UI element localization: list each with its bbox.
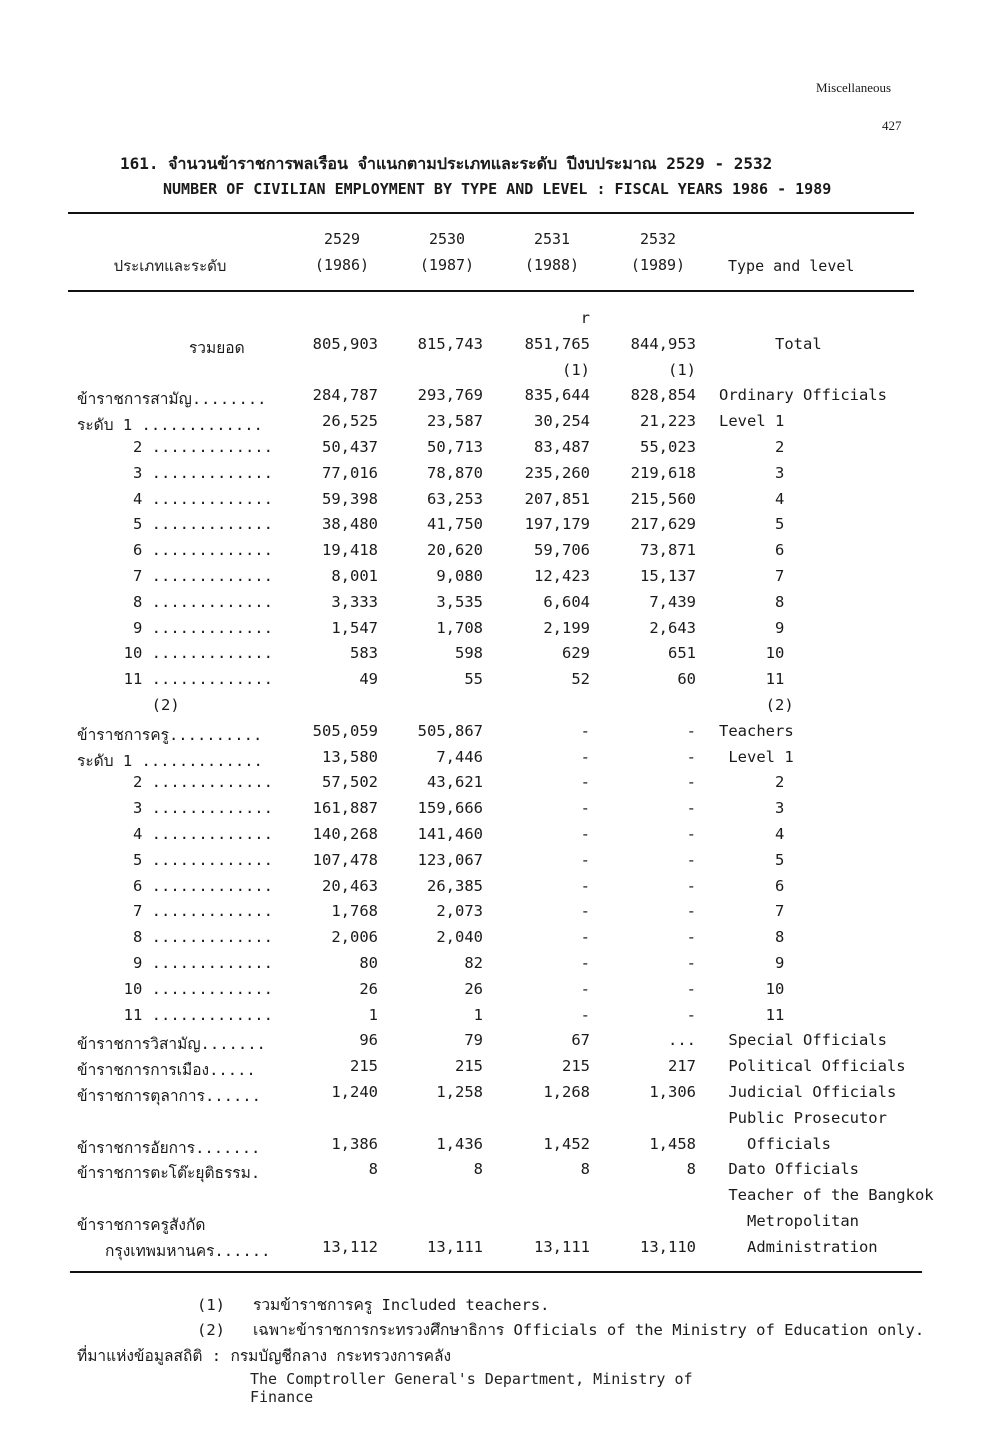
table-row — [0, 438, 990, 464]
cell-year-2: 141,460 — [417, 825, 483, 843]
cell-year-3: 629 — [562, 644, 590, 663]
cell-year-1: 284,787 — [312, 386, 378, 405]
header-thai-label: ประเภทและระดับ — [113, 257, 227, 275]
row-label-english: Teachers — [719, 721, 794, 740]
row-label-thai: รวมยอด — [77, 338, 245, 357]
row-label-english: 2 — [719, 438, 785, 456]
header-year-ce: (1988) — [524, 256, 580, 274]
row-label-thai: 9 ............. — [77, 954, 273, 972]
cell-year-3: 851,765 — [524, 334, 590, 353]
row-label-english: 9 — [719, 618, 785, 637]
cell-year-1: 59,398 — [322, 489, 378, 508]
cell-year-2: 505,867 — [417, 721, 483, 740]
row-label-english: Total — [719, 334, 822, 353]
header-year-be: 2532 — [639, 230, 677, 248]
cell-year-1: 8 — [368, 1160, 378, 1179]
cell-year-4: 73,871 — [640, 541, 696, 560]
table-row — [0, 386, 990, 412]
cell-year-3: 235,260 — [524, 463, 590, 482]
row-label-english: 3 — [719, 463, 785, 482]
footnote-2: (2) เฉพาะข้าราชการกระทรวงศึกษาธิการ Officials of the Ministry of Education only. — [197, 1321, 925, 1339]
cell-year-3: 83,487 — [534, 438, 590, 456]
row-label-english: Political Officials — [719, 1057, 906, 1076]
table-row — [0, 1135, 990, 1161]
table-row — [0, 1160, 990, 1186]
cell-year-1: 1,768 — [331, 902, 378, 921]
cell-year-2: 123,067 — [417, 850, 483, 869]
row-label-english: Judicial Officials — [719, 1083, 897, 1101]
cell-year-1: 19,418 — [322, 541, 378, 560]
cell-year-4: 55,023 — [640, 438, 696, 456]
cell-year-1: 805,903 — [312, 334, 378, 353]
cell-year-1: 26 — [359, 979, 378, 998]
table-row — [0, 361, 990, 387]
row-label-thai: 7 ............. — [77, 902, 273, 921]
row-label-english: 7 — [719, 902, 785, 921]
row-label-thai: 4 ............. — [77, 825, 273, 843]
table-row — [0, 722, 990, 748]
row-label-english: Teacher of the Bangkok — [719, 1186, 934, 1205]
cell-year-1: 13,580 — [322, 747, 378, 766]
table-row — [0, 541, 990, 567]
cell-year-4: - — [686, 979, 696, 998]
table-row — [0, 1186, 990, 1212]
cell-year-4: 217 — [668, 1057, 696, 1076]
row-label-english: Special Officials — [719, 1031, 887, 1050]
row-label-thai: 5 ............. — [77, 850, 273, 869]
source-note: ที่มาแห่งข้อมูลสถิติ : กรมบัญชีกลาง กระทรวงการคลัง — [77, 1347, 452, 1365]
table-row — [0, 851, 990, 877]
cell-year-3: 67 — [571, 1031, 590, 1050]
table-row — [0, 825, 990, 851]
cell-year-4: ... — [668, 1031, 696, 1050]
cell-year-2: 1 — [473, 1005, 483, 1024]
cell-year-4: 2,643 — [649, 618, 696, 637]
cell-year-2: 2,040 — [436, 928, 483, 947]
table-row — [0, 799, 990, 825]
footnote-1: (1) รวมข้าราชการครู Included teachers. — [197, 1296, 550, 1314]
cell-year-1: 2,006 — [331, 928, 378, 947]
cell-year-4: - — [686, 773, 696, 792]
cell-year-2: 159,666 — [417, 799, 483, 818]
cell-year-3: - — [580, 721, 590, 740]
table-row — [0, 464, 990, 490]
row-label-english: 8 — [719, 928, 785, 947]
cell-year-3: 2,199 — [543, 618, 590, 637]
cell-year-2: 293,769 — [417, 386, 483, 405]
cell-year-1: 96 — [359, 1031, 378, 1050]
cell-year-4: 844,953 — [630, 334, 696, 353]
table-row — [0, 1006, 990, 1032]
cell-year-1: 57,502 — [322, 773, 378, 792]
row-label-thai: ข้าราชการครูสังกัด — [77, 1216, 206, 1234]
table-row — [0, 1109, 990, 1135]
header-english-label: Type and level — [728, 257, 855, 275]
cell-year-4: - — [686, 721, 696, 740]
cell-year-4: 7,439 — [649, 592, 696, 611]
cell-year-3: - — [580, 979, 590, 998]
row-label-thai: ระดับ 1 ............. — [77, 751, 263, 770]
cell-year-4: - — [686, 954, 696, 972]
cell-year-3: 30,254 — [534, 412, 590, 431]
row-label-thai: ข้าราชการสามัญ........ — [77, 390, 267, 409]
cell-year-4: 215,560 — [630, 489, 696, 508]
row-label-thai: 11 ............. — [77, 670, 273, 689]
cell-year-4: 219,618 — [630, 463, 696, 482]
cell-year-1: 215 — [350, 1057, 378, 1076]
row-label-thai: 6 ............. — [77, 541, 273, 560]
cell-year-1: 107,478 — [312, 850, 378, 869]
table-title-english: NUMBER OF CIVILIAN EMPLOYMENT BY TYPE AND LEVEL : FISCAL YEARS 1986 - 1989 — [163, 180, 832, 198]
source-note-english: The Comptroller General's Department, Ministry of Finance — [250, 1370, 693, 1406]
cell-year-4: - — [686, 850, 696, 869]
header-year-be: 2530 — [428, 230, 466, 248]
cell-year-1: 3,333 — [331, 592, 378, 611]
cell-year-2: 79 — [464, 1031, 483, 1050]
table-row — [0, 877, 990, 903]
cell-year-2: 1,436 — [436, 1134, 483, 1153]
cell-year-1: 505,059 — [312, 721, 378, 740]
header-year-be: 2531 — [533, 230, 571, 248]
bottom-rule — [70, 1271, 922, 1273]
cell-year-4: - — [686, 747, 696, 766]
cell-year-4: - — [686, 1005, 696, 1024]
cell-year-2: 55 — [464, 670, 483, 689]
cell-year-2: 8 — [473, 1160, 483, 1179]
table-row — [0, 567, 990, 593]
cell-year-1: 161,887 — [312, 799, 378, 818]
row-label-english: 6 — [719, 876, 785, 895]
row-label-english: Level 1 — [719, 747, 794, 766]
header-year-ce: (1989) — [630, 256, 686, 274]
row-label-thai: 2 ............. — [77, 438, 273, 456]
cell-year-3: 6,604 — [543, 592, 590, 611]
cell-year-2: 215 — [455, 1057, 483, 1076]
row-label-thai: 2 ............. — [77, 773, 273, 792]
row-label-english: 5 — [719, 515, 785, 534]
table-row — [0, 902, 990, 928]
table-row — [0, 1212, 990, 1238]
row-label-thai: ข้าราชการตุลาการ...... — [77, 1087, 261, 1105]
cell-year-2: 20,620 — [427, 541, 483, 560]
row-label-english: 9 — [719, 954, 785, 972]
row-label-thai: 10 ............. — [77, 979, 273, 998]
section-name: Miscellaneous — [816, 80, 892, 95]
row-label-english: 2 — [719, 773, 785, 792]
row-label-thai: ข้าราชการวิสามัญ....... — [77, 1035, 266, 1054]
cell-year-2: 23,587 — [427, 412, 483, 431]
cell-year-1: 13,112 — [322, 1237, 378, 1256]
cell-year-4: - — [686, 902, 696, 921]
table-row — [0, 412, 990, 438]
cell-year-3: - — [580, 928, 590, 947]
row-label-english: Administration — [719, 1237, 878, 1256]
cell-year-4: - — [686, 799, 696, 818]
row-label-english: Ordinary Officials — [719, 386, 887, 405]
cell-year-4: - — [686, 928, 696, 947]
cell-year-3: (1) — [562, 360, 590, 379]
cell-year-4: 828,854 — [630, 386, 696, 405]
cell-year-2: 41,750 — [427, 515, 483, 534]
row-label-thai: 3 ............. — [77, 799, 273, 818]
table-row — [0, 980, 990, 1006]
row-label-thai: 8 ............. — [77, 592, 273, 611]
cell-year-1: 1,386 — [331, 1134, 378, 1153]
cell-year-4: 15,137 — [640, 567, 696, 585]
row-label-english: Officials — [719, 1134, 831, 1153]
row-label-english: 7 — [719, 567, 785, 585]
table-row — [0, 309, 990, 335]
row-label-english: Dato Officials — [719, 1160, 859, 1179]
table-row — [0, 696, 990, 722]
table-row — [0, 644, 990, 670]
table-row — [0, 1238, 990, 1264]
cell-year-2: 7,446 — [436, 747, 483, 766]
row-label-thai: ระดับ 1 ............. — [77, 416, 263, 435]
cell-year-2: 78,870 — [427, 463, 483, 482]
cell-year-4: 60 — [677, 670, 696, 689]
cell-year-2: 26,385 — [427, 876, 483, 895]
header-rule — [68, 290, 914, 292]
cell-year-2: 26 — [464, 979, 483, 998]
cell-year-3: 52 — [571, 670, 590, 689]
row-label-thai: 4 ............. — [77, 489, 273, 508]
row-label-english: (2) — [719, 696, 794, 714]
row-label-english: Public Prosecutor — [719, 1108, 887, 1127]
header-year-ce: (1987) — [419, 256, 475, 274]
row-label-thai: 9 ............. — [77, 618, 273, 637]
cell-year-3: 197,179 — [524, 515, 590, 534]
row-label-thai: 5 ............. — [77, 515, 273, 534]
row-label-thai: 11 ............. — [77, 1005, 273, 1024]
page-number: 427 — [882, 118, 902, 133]
cell-year-4: 1,306 — [649, 1083, 696, 1101]
cell-year-1: 77,016 — [322, 463, 378, 482]
cell-year-1: 50,437 — [322, 438, 378, 456]
cell-year-4: - — [686, 876, 696, 895]
cell-year-1: 1 — [368, 1005, 378, 1024]
cell-year-3: 12,423 — [534, 567, 590, 585]
row-label-thai: ข้าราชการตะโต๊ะยุติธรรม. — [77, 1164, 261, 1183]
cell-year-1: 1,547 — [331, 618, 378, 637]
row-label-english: 4 — [719, 489, 785, 508]
table-row — [0, 619, 990, 645]
cell-year-2: 598 — [455, 644, 483, 663]
cell-year-2: 815,743 — [417, 334, 483, 353]
cell-year-3: 835,644 — [524, 386, 590, 405]
cell-year-2: 1,708 — [436, 618, 483, 637]
cell-year-2: 2,073 — [436, 902, 483, 921]
table-row — [0, 928, 990, 954]
row-label-english: 11 — [719, 670, 785, 689]
table-row — [0, 1083, 990, 1109]
cell-year-3: r — [580, 309, 590, 327]
cell-year-3: 59,706 — [534, 541, 590, 560]
cell-year-2: 63,253 — [427, 489, 483, 508]
row-label-thai: ข้าราชการครู.......... — [77, 725, 263, 744]
top-rule — [68, 212, 914, 214]
row-label-english: Level 1 — [719, 412, 785, 431]
table-row — [0, 670, 990, 696]
row-label-english: 6 — [719, 541, 785, 560]
cell-year-1: 80 — [359, 954, 378, 972]
cell-year-3: - — [580, 954, 590, 972]
cell-year-3: 207,851 — [524, 489, 590, 508]
cell-year-2: 13,111 — [427, 1237, 483, 1256]
cell-year-1: 38,480 — [322, 515, 378, 534]
cell-year-2: 50,713 — [427, 438, 483, 456]
cell-year-1: 1,240 — [331, 1083, 378, 1101]
table-row — [0, 954, 990, 980]
row-label-thai: 7 ............. — [77, 567, 273, 585]
cell-year-1: 26,525 — [322, 412, 378, 431]
cell-year-4: 217,629 — [630, 515, 696, 534]
row-label-english: 11 — [719, 1005, 785, 1024]
cell-year-3: 1,452 — [543, 1134, 590, 1153]
row-label-thai: 8 ............. — [77, 928, 273, 947]
cell-year-3: 13,111 — [534, 1237, 590, 1256]
row-label-english: 10 — [719, 644, 785, 663]
cell-year-3: 1,268 — [543, 1083, 590, 1101]
row-label-english: 10 — [719, 979, 785, 998]
cell-year-1: 49 — [359, 670, 378, 689]
row-label-thai: ข้าราชการอัยการ....... — [77, 1138, 261, 1157]
header-year-be: 2529 — [323, 230, 361, 248]
cell-year-3: - — [580, 773, 590, 792]
row-label-english: Metropolitan — [719, 1212, 859, 1230]
cell-year-3: - — [580, 902, 590, 921]
cell-year-2: 9,080 — [436, 567, 483, 585]
row-label-thai: 10 ............. — [77, 644, 273, 663]
cell-year-3: - — [580, 825, 590, 843]
cell-year-3: - — [580, 747, 590, 766]
row-label-thai: ข้าราชการการเมือง..... — [77, 1061, 256, 1080]
table-row — [0, 335, 990, 361]
table-row — [0, 748, 990, 774]
row-label-english: 3 — [719, 799, 785, 818]
header-year-ce: (1986) — [314, 256, 370, 274]
cell-year-2: 82 — [464, 954, 483, 972]
row-label-thai: 3 ............. — [77, 463, 273, 482]
cell-year-4: 8 — [686, 1160, 696, 1179]
cell-year-3: - — [580, 1005, 590, 1024]
row-label-thai: 6 ............. — [77, 876, 273, 895]
row-label-english: 4 — [719, 825, 785, 843]
cell-year-1: 583 — [350, 644, 378, 663]
cell-year-3: - — [580, 850, 590, 869]
table-row — [0, 1031, 990, 1057]
cell-year-1: 8,001 — [331, 567, 378, 585]
cell-year-3: 215 — [562, 1057, 590, 1076]
cell-year-4: 13,110 — [640, 1237, 696, 1256]
row-label-thai: กรุงเทพมหานคร...... — [77, 1241, 271, 1260]
cell-year-3: - — [580, 799, 590, 818]
cell-year-1: 140,268 — [312, 825, 378, 843]
cell-year-4: 651 — [668, 644, 696, 663]
row-label-thai: (2) — [77, 696, 180, 714]
table-row — [0, 773, 990, 799]
cell-year-4: 1,458 — [649, 1134, 696, 1153]
table-row — [0, 490, 990, 516]
table-row — [0, 1057, 990, 1083]
cell-year-2: 3,535 — [436, 592, 483, 611]
cell-year-4: - — [686, 825, 696, 843]
cell-year-1: 20,463 — [322, 876, 378, 895]
table-row — [0, 515, 990, 541]
cell-year-4: 21,223 — [640, 412, 696, 431]
cell-year-3: 8 — [580, 1160, 590, 1179]
table-row — [0, 593, 990, 619]
row-label-english: 8 — [719, 592, 785, 611]
cell-year-2: 1,258 — [436, 1083, 483, 1101]
cell-year-4: (1) — [668, 360, 696, 379]
table-title-thai: 161. จำนวนข้าราชการพลเรือน จำแนกตามประเภทและระดับ ปีงบประมาณ 2529 - 2532 — [120, 154, 773, 173]
cell-year-2: 43,621 — [427, 773, 483, 792]
cell-year-3: - — [580, 876, 590, 895]
row-label-english: 5 — [719, 850, 785, 869]
